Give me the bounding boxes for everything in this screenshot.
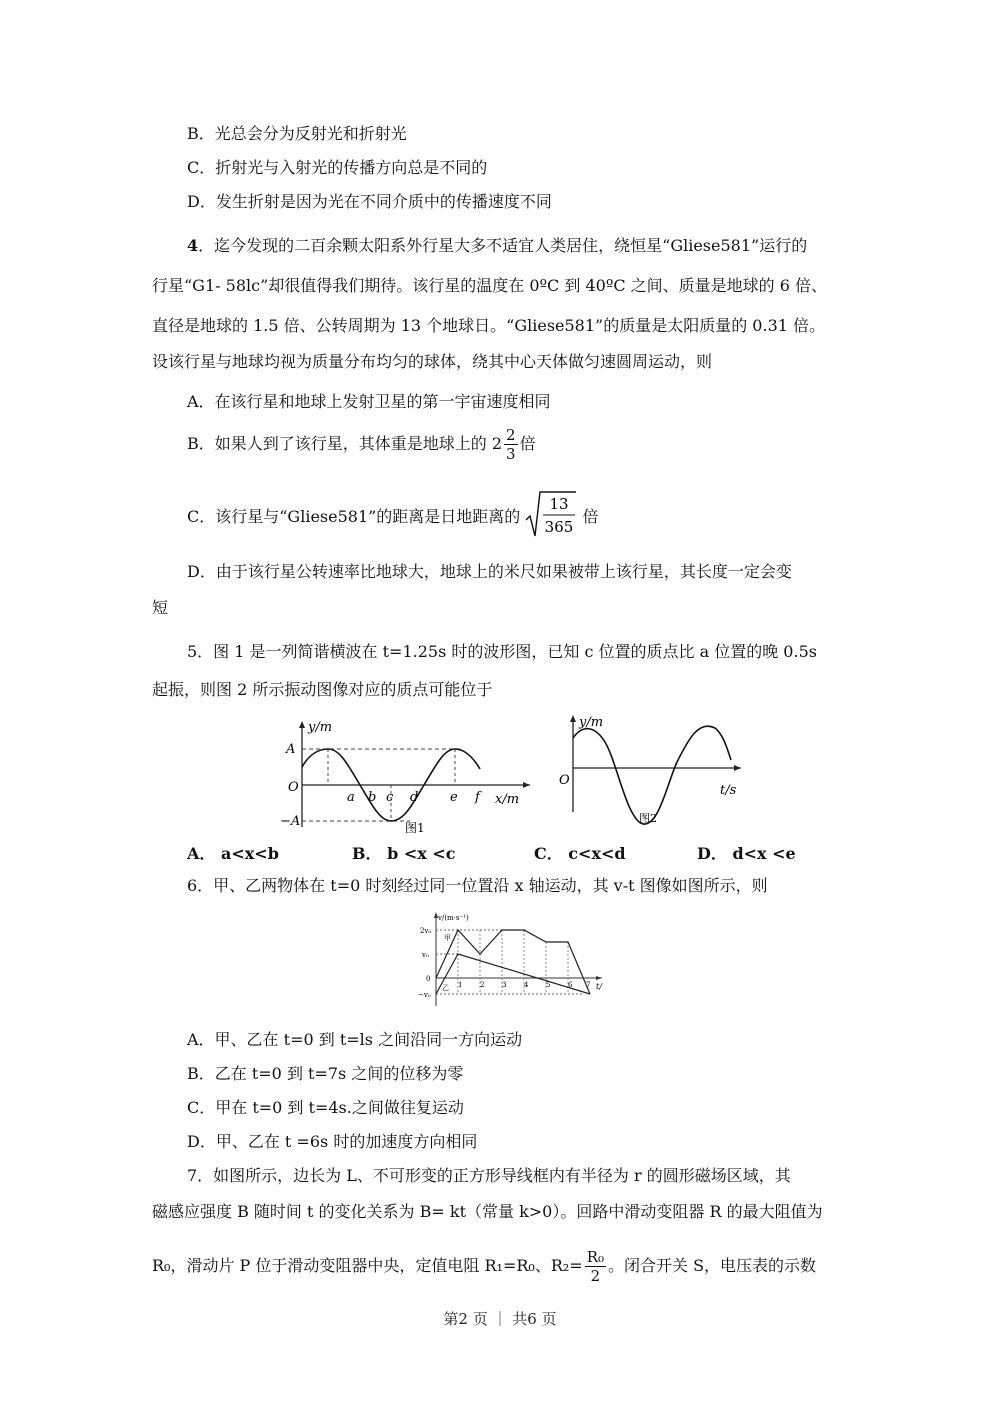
x-axis-label: t/s [720,783,737,798]
sqrt-num: 13 [549,495,569,513]
point-e: e [450,790,458,805]
q5-line2: 起振，则图 2 所示振动图像对应的质点可能位于 [152,680,493,699]
q4-line4: 设该行星与地球均视为质量分布均匀的球体，绕其中心天体做匀速圆周运动，则 [152,352,713,371]
sqrt-fraction [525,490,577,545]
x-tick: 4 [524,981,529,989]
x-axis-label: x/m [495,792,520,807]
q5-option-a: A． a<x<b [187,844,279,863]
point-f: f [475,790,480,805]
q4-line2: 行星“G1- 58lc”却很值得我们期待。该行星的温度在 0ºC 到 40ºC 之间、质量是地球的 6 倍、 [152,276,828,295]
q4-option-a: A．在该行星和地球上发射卫星的第一宇宙速度相同 [187,392,551,411]
page-footer: 第2 页 ｜ 共6 页 [443,1310,557,1328]
point-b: b [368,790,377,805]
q4-option-d-line1: D．由于该行星公转速率比地球大，地球上的米尺如果被带上该行星，其长度一定会变 [187,562,792,581]
y-tick: −v₀ [418,991,431,999]
wave-figure-1 [280,715,535,835]
point-c: c [386,790,394,805]
label-origin: O [559,773,570,788]
q5-option-d: D． d<x <e [697,844,796,863]
label-a-amplitude: A [286,742,296,757]
point-a: a [347,790,355,805]
y-axis-label: v/(m·s⁻¹) [438,914,469,922]
q6-option-a: A．甲、乙在 t=0 到 t=ls 之间沿同一方向运动 [187,1030,523,1049]
q7-line3-suffix: 。闭合开关 S，电压表的示数 [608,1256,817,1275]
q5-option-c: C． c<x<d [534,844,626,863]
x-tick: 6 [568,981,573,989]
label-origin: O [288,780,299,795]
sqrt-den: 365 [545,518,574,536]
y-axis-label: y/m [579,715,604,730]
x-tick: 1 [458,981,463,989]
y-tick: v₀ [422,951,429,959]
q4-line1-text: ．迄今发现的二百余颗太阳系外行星大多不适宜人类居住，绕恒星“Gliese581”运行的 [198,236,808,255]
label-jia: 甲 [444,934,451,942]
sqrt-sign-icon [525,490,577,540]
frac-num: R₀ [586,1248,604,1266]
figure-2-caption: 图2 [639,812,657,825]
q4-option-b-suffix: 倍 [519,434,536,453]
q7-line3 [152,1248,816,1285]
label-yi: 乙 [442,984,449,992]
q4-line1 [187,236,807,256]
q3-option-b: B．光总会分为反射光和折射光 [187,124,407,143]
q4-number: 4 [187,236,199,255]
q4-option-c-text: C．该行星与“Gliese581”的距离是日地距离的 [187,507,521,526]
q4-option-d-line2: 短 [152,598,169,617]
x-tick: 5 [546,981,551,989]
q5-option-b: B． b <x <c [352,844,456,863]
q4-option-b [187,426,536,463]
x-tick: 3 [502,981,507,989]
x-tick: 2 [480,981,485,989]
q7-line1: 7．如图所示，边长为 L、不可形变的正方形导线框内有半径为 r 的圆形磁场区域，其 [187,1166,791,1185]
vibration-figure-2 [555,712,745,827]
q4-option-b-text: B．如果人到了该行星，其体重是地球上的 2 [187,434,503,453]
label-neg-a: −A [280,814,301,829]
q3-option-c: C．折射光与入射光的传播方向总是不同的 [187,158,488,177]
y-axis-label: y/m [308,720,333,735]
frac-num: 2 [506,426,516,444]
q4-option-c-suffix: 倍 [582,507,599,526]
fraction-r0-over-2 [585,1248,606,1285]
fraction-two-thirds [504,426,518,463]
q7-line3-text: R₀，滑动片 P 位于滑动变阻器中央，定值电阻 R₁=R₀、R₂= [152,1256,583,1275]
y-tick: 2v₀ [420,927,432,935]
x-axis-label: t/ [596,982,602,991]
x-tick: 7 [586,981,591,989]
q4-line3: 直径是地球的 1.5 倍、公转周期为 13 个地球日。“Gliese581”的质量是太阳质量的 0.31 倍。 [152,316,826,335]
vt-graph-figure [418,910,606,1010]
point-d: d [410,790,419,805]
q6-option-c: C．甲在 t=0 到 t=4s.之间做往复运动 [187,1098,464,1117]
q3-option-d: D．发生折射是因为光在不同介质中的传播速度不同 [187,192,552,211]
q4-option-c [187,490,599,545]
y-tick: 0 [426,975,431,983]
figure-1-caption: 图1 [405,821,425,835]
q6-line1: 6．甲、乙两物体在 t=0 时刻经过同一位置沿 x 轴运动，其 v-t 图像如图所示，则 [187,876,768,895]
frac-den: 2 [590,1267,601,1285]
q7-line2: 磁感应强度 B 随时间 t 的变化关系为 B= kt（常量 k>0）。回路中滑动变阻器 R 的最大阻值为 [152,1202,823,1221]
q6-option-b: B．乙在 t=0 到 t=7s 之间的位移为零 [187,1064,464,1083]
frac-den: 3 [506,445,516,463]
q6-option-d: D．甲、乙在 t =6s 时的加速度方向相同 [187,1132,478,1151]
q5-line1: 5．图 1 是一列简谐横波在 t=1.25s 时的波形图，已知 c 位置的质点比 a 位置的晚 0.5s [187,642,817,661]
